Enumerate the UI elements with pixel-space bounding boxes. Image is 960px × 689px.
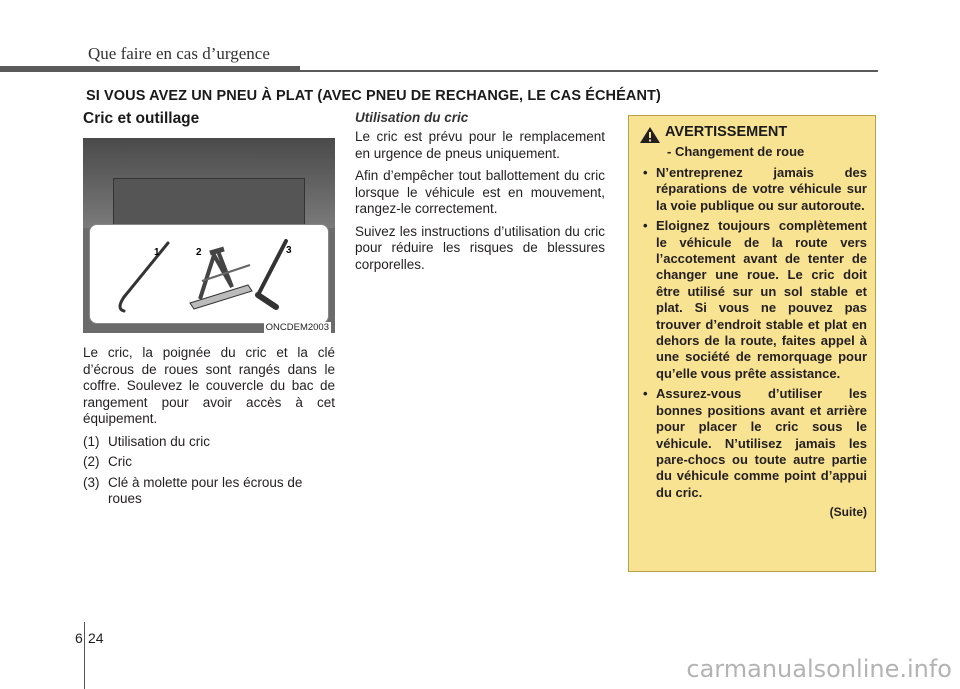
jack-usage-heading: Utilisation du cric: [355, 110, 469, 125]
trunk-tools-illustration: [83, 138, 335, 333]
list-item-number: (2): [83, 454, 100, 469]
callout-3: 3: [286, 245, 292, 256]
jack-tools-heading: Cric et outillage: [83, 110, 200, 127]
callout-1: 1: [154, 247, 160, 258]
tools-drawing: [90, 225, 328, 323]
paragraph: Afin d’empêcher tout ballottement du cric lorsque le véhicule est en mouvement, rangez-le correctement.: [355, 168, 605, 216]
warning-title: AVERTISSEMENT: [665, 124, 788, 140]
warning-bullet: • Eloignez toujours complètement le véhicule de la route vers l’accotement avant de tenter de changer une roue. Le cric doit être utilisé sur un sol stable et plat. Si vous ne pouvez pas trouver d’endroit stable et plat en dehors de la route, faites appel à une société de remorquage pour qu’elle vous prête assistance.: [643, 218, 867, 381]
list-item: [83, 454, 335, 471]
chapter-number: 6: [75, 630, 83, 646]
header-rule: [300, 70, 878, 72]
warning-header: [639, 124, 867, 144]
wheel-wrench-icon: [258, 241, 286, 307]
warning-list: [639, 165, 867, 501]
warning-box: [628, 115, 876, 572]
jack-storage-text: Le cric, la poignée du cric et la clé d’écrous de roues sont rangés dans le coffre. Soulevez le couvercle du bac de rangement pour avoir accès à cet équipement.: [83, 345, 335, 426]
middle-column: [355, 110, 605, 279]
left-column: [83, 110, 335, 512]
tools-inset: [89, 224, 329, 324]
scissor-jack-icon: [190, 249, 252, 309]
jack-handle-icon: [120, 243, 168, 311]
callout-2: 2: [196, 247, 202, 258]
image-code: ONCDEM2003: [265, 322, 329, 333]
list-item: [83, 475, 335, 508]
list-item-text: Utilisation du cric: [108, 433, 211, 449]
header-tab-bar: [0, 66, 300, 72]
warning-subtitle: - Changement de roue: [667, 144, 805, 159]
list-item-text: Cric: [108, 454, 132, 469]
paragraph: Le cric est prévu pour le remplacement en urgence de pneus uniquement.: [355, 129, 605, 161]
warning-bullet: • Assurez-vous d’utiliser les bonnes positions avant et arrière pour placer le cric sous le véhicule. N’utilisez jamais les pare-chocs ou toute autre partie du véhicule comme point d’appui du cric.: [643, 386, 867, 500]
footer-divider: [84, 622, 85, 689]
list-item-number: (1): [83, 433, 100, 449]
list-item-text: Clé à molette pour les écrous de roues: [108, 474, 303, 506]
paragraph: Suivez les instructions d’utilisation du cric pour réduire les risques de blessures corporelles.: [355, 223, 605, 272]
list-item: [83, 434, 335, 451]
section-title: SI VOUS AVEZ UN PNEU À PLAT (AVEC PNEU DE RECHANGE, LE CAS ÉCHÉANT): [86, 88, 661, 104]
warning-triangle-icon: [639, 126, 661, 144]
watermark: carmanualsonline.info: [686, 655, 952, 683]
list-item-number: (3): [83, 474, 100, 490]
page-header-title: Que faire en cas d’urgence: [88, 44, 270, 63]
warning-bullet: • N’entreprenez jamais des réparations de votre véhicule sur la voie publique ou sur autoroute.: [643, 165, 867, 213]
page-number: 24: [88, 630, 104, 646]
continued-label: (Suite): [829, 505, 867, 520]
